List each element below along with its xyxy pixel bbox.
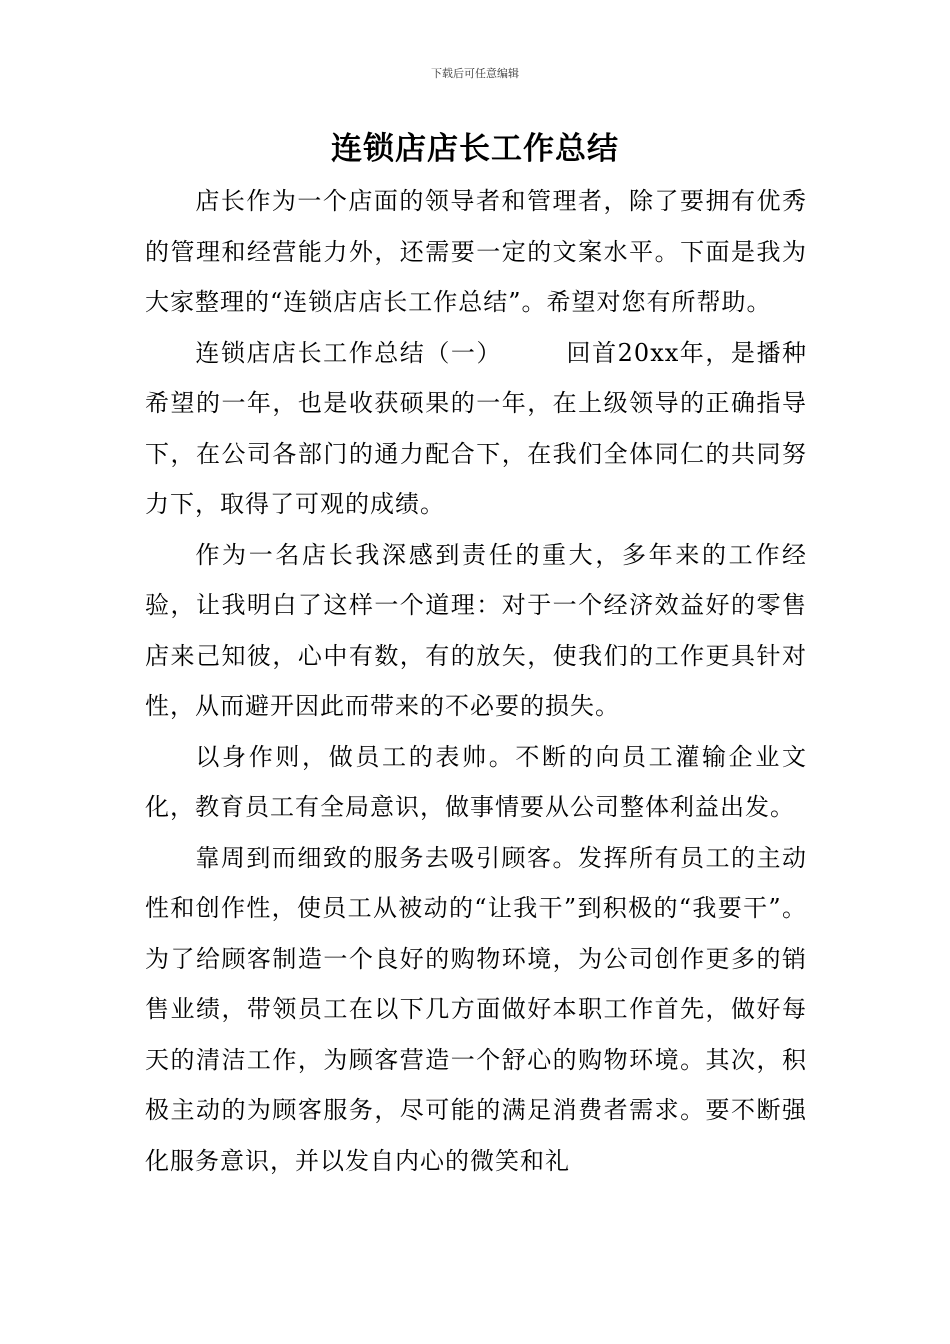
section-one-text: 回首20xx年，是播种希望的一年，也是收获硕果的一年，在上级领导的正确指导下，在公司各部门的通力配合下，在我们全体同仁的共同努力下，取得了可观的成绩。 xyxy=(145,338,808,518)
paragraph-lead-by-example: 以身作则，做员工的表帅。不断的向员工灌输企业文化，教育员工有全局意识，做事情要从公司整体利益出发。 xyxy=(145,742,807,821)
header-note: 下载后可任意编辑 xyxy=(431,67,519,80)
paragraph-service: 靠周到而细致的服务去吸引顾客。发挥所有员工的主动性和创作性，使员工从被动的“让我干”到积极的“我要干”。为了给顾客制造一个良好的购物环境，为公司创作更多的销售业绩，带领员工在以下几方面做好本职工作首先，做好每天的清洁工作，为顾客营造一个舒心的购物环境。其次，积极主动的为顾客服务，尽可能的满足消费者需求。要不断强化服务意识，并以发自内心的微笑和礼 xyxy=(145,843,807,1175)
document-title: 连锁店店长工作总结 xyxy=(331,131,619,167)
paragraph-section-one xyxy=(145,328,807,530)
document-body xyxy=(145,176,807,1186)
paragraph-responsibility: 作为一名店长我深感到责任的重大，多年来的工作经验，让我明白了这样一个道理：对于一个经济效益好的零售店来己知彼，心中有数，有的放矢，使我们的工作更具针对性，从而避开因此而带来的不必要的损失。 xyxy=(145,540,807,720)
section-heading: 连锁店店长工作总结（一） xyxy=(195,338,502,367)
paragraph-intro: 店长作为一个店面的领导者和管理者，除了要拥有优秀的管理和经营能力外，还需要一定的文案水平。下面是我为大家整理的“连锁店店长工作总结”。希望对您有所帮助。 xyxy=(145,187,807,316)
